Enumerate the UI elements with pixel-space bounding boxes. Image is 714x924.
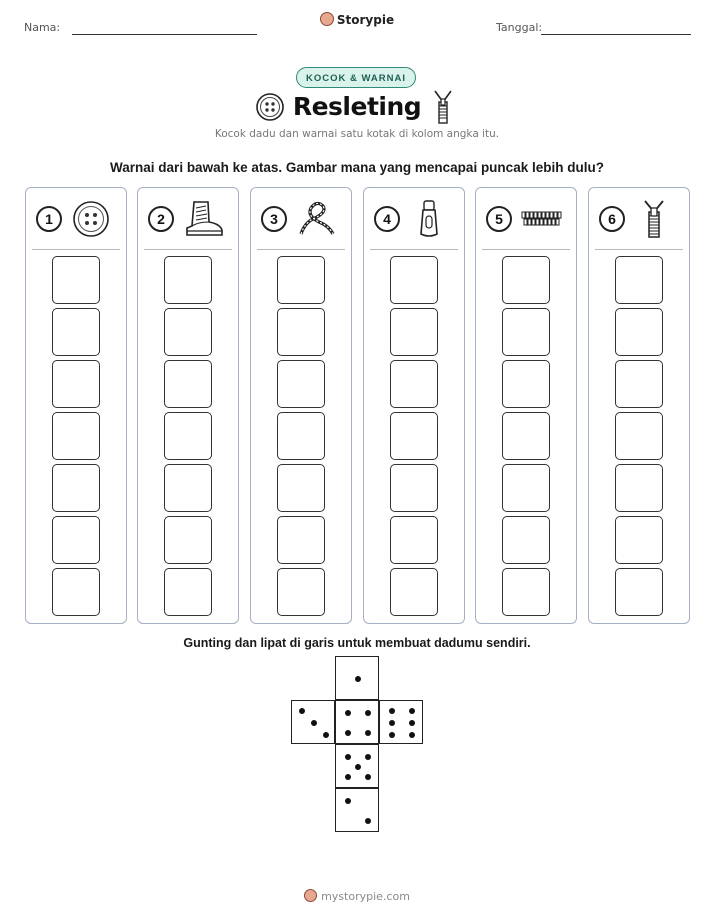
column-number: 4: [374, 206, 400, 232]
color-box[interactable]: [390, 256, 438, 304]
name-line[interactable]: [72, 34, 257, 35]
dice-face-2: [335, 788, 379, 832]
color-box[interactable]: [277, 412, 325, 460]
dice-pip: [389, 720, 395, 726]
dice-pip: [299, 708, 305, 714]
column-3: [250, 187, 352, 624]
color-box[interactable]: [390, 464, 438, 512]
storypie-logo-icon: [320, 12, 334, 26]
brand-name: Storypie: [336, 13, 395, 27]
column-divider: [595, 249, 683, 250]
color-box[interactable]: [615, 256, 663, 304]
zipper-icon: [633, 200, 675, 238]
dice-face-4: [335, 700, 379, 744]
column-1: [25, 187, 127, 624]
color-box[interactable]: [615, 412, 663, 460]
column-divider: [144, 249, 232, 250]
coloring-instruction: Warnai dari bawah ke atas. Gambar mana yang mencapai puncak lebih dulu?: [110, 160, 604, 175]
dice-pip: [409, 732, 415, 738]
color-box[interactable]: [52, 308, 100, 356]
column-4: [363, 187, 465, 624]
dice-face-1: [335, 656, 379, 700]
title-zipper-icon: [432, 90, 454, 124]
color-box[interactable]: [502, 568, 550, 616]
color-box[interactable]: [390, 308, 438, 356]
dice-pip: [389, 708, 395, 714]
column-5: [475, 187, 577, 624]
color-box[interactable]: [502, 256, 550, 304]
column-number: 3: [261, 206, 287, 232]
rope-knot-icon: [295, 200, 337, 238]
date-line[interactable]: [541, 34, 691, 35]
color-box[interactable]: [615, 516, 663, 564]
color-box[interactable]: [277, 568, 325, 616]
dice-pip: [345, 710, 351, 716]
column-number: 5: [486, 206, 512, 232]
dice-pip: [345, 798, 351, 804]
color-box[interactable]: [615, 360, 663, 408]
dice-pip: [355, 764, 361, 770]
dice-face-6: [379, 700, 423, 744]
color-box[interactable]: [52, 412, 100, 460]
button-icon: [70, 200, 112, 238]
name-label: Nama:: [24, 21, 61, 34]
column-divider: [257, 249, 345, 250]
color-box[interactable]: [52, 464, 100, 512]
color-box[interactable]: [390, 516, 438, 564]
dice-pip: [365, 710, 371, 716]
dice-pip: [409, 720, 415, 726]
cut-instruction: Gunting dan lipat di garis untuk membuat dadumu sendiri.: [183, 636, 531, 650]
color-box[interactable]: [277, 464, 325, 512]
zipper-teeth-icon: [520, 200, 562, 238]
dice-face-3: [291, 700, 335, 744]
color-box[interactable]: [277, 360, 325, 408]
color-box[interactable]: [164, 360, 212, 408]
footer-url[interactable]: mystorypie.com: [321, 890, 410, 903]
dice-pip: [345, 730, 351, 736]
color-box[interactable]: [502, 464, 550, 512]
dice-pip: [345, 754, 351, 760]
column-2: [137, 187, 239, 624]
page-subtitle: Kocok dadu dan warnai satu kotak di kolom angka itu.: [214, 128, 500, 140]
column-6: [588, 187, 690, 624]
dice-pip: [355, 676, 361, 682]
column-number: 1: [36, 206, 62, 232]
column-number: 2: [148, 206, 174, 232]
column-number: 6: [599, 206, 625, 232]
activity-badge: KOCOK & WARNAI: [296, 67, 416, 88]
color-box[interactable]: [615, 568, 663, 616]
color-box[interactable]: [390, 360, 438, 408]
color-box[interactable]: [615, 464, 663, 512]
footer: [0, 889, 714, 903]
color-box[interactable]: [164, 412, 212, 460]
color-box[interactable]: [502, 308, 550, 356]
color-box[interactable]: [164, 516, 212, 564]
dice-pip: [365, 774, 371, 780]
dice-pip: [345, 774, 351, 780]
dice-pip: [311, 720, 317, 726]
column-divider: [32, 249, 120, 250]
color-box[interactable]: [52, 568, 100, 616]
column-divider: [370, 249, 458, 250]
color-box[interactable]: [164, 568, 212, 616]
dice-pip: [365, 754, 371, 760]
color-box[interactable]: [52, 256, 100, 304]
brand-logo: [0, 12, 714, 27]
color-box[interactable]: [502, 516, 550, 564]
color-box[interactable]: [502, 360, 550, 408]
dice-pip: [323, 732, 329, 738]
color-box[interactable]: [277, 308, 325, 356]
column-divider: [482, 249, 570, 250]
dice-face-5: [335, 744, 379, 788]
color-box[interactable]: [52, 360, 100, 408]
color-box[interactable]: [615, 308, 663, 356]
color-box[interactable]: [52, 516, 100, 564]
page-title: Resleting: [292, 92, 422, 121]
footer-logo-icon: [304, 889, 317, 902]
date-label: Tanggal:: [496, 21, 543, 34]
dice-pip: [389, 732, 395, 738]
zipper-pull-icon: [408, 200, 450, 238]
dice-pip: [365, 730, 371, 736]
color-box[interactable]: [390, 412, 438, 460]
color-box[interactable]: [390, 568, 438, 616]
color-box[interactable]: [164, 308, 212, 356]
dice-pip: [409, 708, 415, 714]
color-box[interactable]: [164, 256, 212, 304]
color-box[interactable]: [277, 256, 325, 304]
color-box[interactable]: [502, 412, 550, 460]
color-box[interactable]: [164, 464, 212, 512]
color-box[interactable]: [277, 516, 325, 564]
boot-icon: [182, 200, 224, 238]
dice-pip: [365, 818, 371, 824]
